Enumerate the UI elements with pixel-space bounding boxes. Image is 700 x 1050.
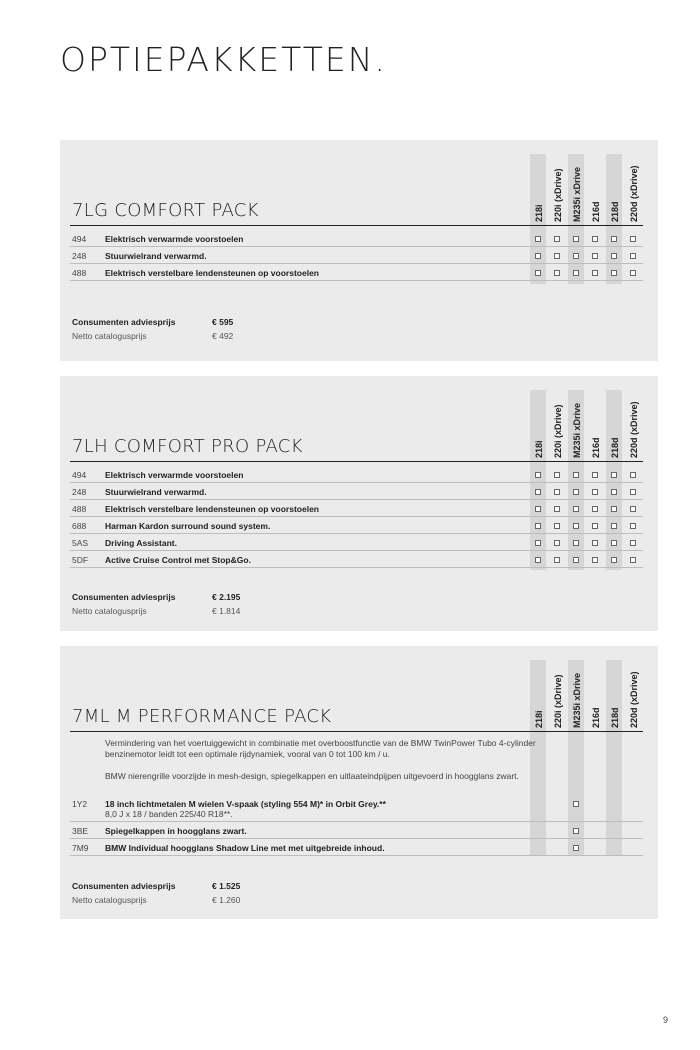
pack-title: 7ML M PERFORMANCE PACK xyxy=(72,706,332,727)
availability-checkbox xyxy=(554,472,560,478)
divider xyxy=(70,225,643,226)
option-code: 494 xyxy=(72,470,87,480)
option-code: 3BE xyxy=(72,826,89,836)
consumer-price-label: Consumenten adviesprijs xyxy=(72,881,176,891)
availability-checkbox xyxy=(573,489,579,495)
availability-checkbox xyxy=(611,523,617,529)
availability-checkbox xyxy=(554,506,560,512)
availability-checkbox xyxy=(611,557,617,563)
option-code: 1Y2 xyxy=(72,799,88,809)
column-header-216d: 216d xyxy=(591,437,601,458)
net-price-label: Netto catalogusprijs xyxy=(72,895,147,905)
availability-checkbox xyxy=(535,557,541,563)
column-header-220d: 220d (xDrive) xyxy=(629,401,639,458)
option-code: 248 xyxy=(72,251,87,261)
consumer-price: € 595 xyxy=(212,317,234,327)
option-code: 488 xyxy=(72,504,87,514)
column-header-218i: 218i xyxy=(534,440,544,458)
column-header-216d: 216d xyxy=(591,201,601,222)
option-description: Active Cruise Control met Stop&Go. xyxy=(105,555,251,565)
option-detail: 8,0 J x 18 / banden 225/40 R18**. xyxy=(105,809,233,819)
availability-checkbox xyxy=(554,523,560,529)
availability-checkbox xyxy=(535,236,541,242)
availability-checkbox xyxy=(573,236,579,242)
availability-checkbox xyxy=(630,253,636,259)
availability-checkbox xyxy=(592,472,598,478)
column-header-220d: 220d (xDrive) xyxy=(629,671,639,728)
availability-checkbox xyxy=(611,236,617,242)
option-code: 494 xyxy=(72,234,87,244)
column-header-220i: 220i (xDrive) xyxy=(553,674,563,728)
availability-checkbox xyxy=(592,523,598,529)
availability-checkbox xyxy=(630,489,636,495)
availability-checkbox xyxy=(611,489,617,495)
column-header-216d: 216d xyxy=(591,707,601,728)
column-header-m235i: M235i xDrive xyxy=(572,166,582,222)
availability-checkbox xyxy=(630,270,636,276)
option-description: Elektrisch verstelbare lendensteunen op voorstoelen xyxy=(105,504,319,514)
table-row xyxy=(70,839,643,856)
option-description: Stuurwielrand verwarmd. xyxy=(105,251,207,261)
option-description: Spiegelkappen in hoogglans zwart. xyxy=(105,826,247,836)
availability-checkbox xyxy=(592,489,598,495)
pack-7lg-comfort xyxy=(60,140,658,361)
column-header-218d: 218d xyxy=(610,437,620,458)
consumer-price-label: Consumenten adviesprijs xyxy=(72,592,176,602)
availability-checkbox xyxy=(573,506,579,512)
availability-checkbox xyxy=(592,557,598,563)
availability-checkbox xyxy=(535,540,541,546)
net-price-label: Netto catalogusprijs xyxy=(72,331,147,341)
availability-checkbox xyxy=(611,506,617,512)
option-code: 7M9 xyxy=(72,843,89,853)
availability-checkbox xyxy=(535,270,541,276)
pack-intro-paragraph: BMW nierengrille voorzijde in mesh-design, spiegelkappen en uitlaateindpijpen uitgevoerd in hoogglans zwart. xyxy=(105,771,519,781)
availability-checkbox xyxy=(554,236,560,242)
option-description: Driving Assistant. xyxy=(105,538,177,548)
availability-checkbox xyxy=(592,270,598,276)
availability-checkbox xyxy=(611,253,617,259)
column-header-220i: 220i (xDrive) xyxy=(553,168,563,222)
availability-checkbox xyxy=(573,801,579,807)
option-code: 5AS xyxy=(72,538,89,548)
option-description: 18 inch lichtmetalen M wielen V-spaak (styling 554 M)* in Orbit Grey.** xyxy=(105,799,386,809)
option-code: 488 xyxy=(72,268,87,278)
availability-checkbox xyxy=(592,253,598,259)
availability-checkbox xyxy=(592,506,598,512)
availability-checkbox xyxy=(554,253,560,259)
availability-checkbox xyxy=(592,540,598,546)
column-header-218i: 218i xyxy=(534,710,544,728)
pack-title: 7LH COMFORT PRO PACK xyxy=(72,436,303,457)
availability-checkbox xyxy=(592,236,598,242)
net-price-label: Netto catalogusprijs xyxy=(72,606,147,616)
column-header-220d: 220d (xDrive) xyxy=(629,165,639,222)
consumer-price: € 1.525 xyxy=(212,881,241,891)
option-description: Elektrisch verwarmde voorstoelen xyxy=(105,234,244,244)
column-header-m235i: M235i xDrive xyxy=(572,402,582,458)
availability-checkbox xyxy=(573,523,579,529)
net-price: € 1.814 xyxy=(212,606,241,616)
consumer-price: € 2.195 xyxy=(212,592,241,602)
availability-checkbox xyxy=(535,253,541,259)
net-price: € 492 xyxy=(212,331,234,341)
availability-checkbox xyxy=(573,828,579,834)
table-row xyxy=(70,822,643,839)
availability-checkbox xyxy=(535,506,541,512)
table-row xyxy=(70,795,643,822)
availability-checkbox xyxy=(573,557,579,563)
page-number: 9 xyxy=(662,1015,668,1025)
availability-checkbox xyxy=(573,845,579,851)
column-header-220i: 220i (xDrive) xyxy=(553,404,563,458)
availability-checkbox xyxy=(573,270,579,276)
option-code: 5DF xyxy=(72,555,89,565)
option-description: BMW Individual hoogglans Shadow Line met met uitgebreide inhoud. xyxy=(105,843,385,853)
option-description: Stuurwielrand verwarmd. xyxy=(105,487,207,497)
option-code: 688 xyxy=(72,521,87,531)
page-title: OPTIEPAKKETTEN. xyxy=(60,40,387,79)
availability-checkbox xyxy=(554,270,560,276)
pack-intro-paragraph: Vermindering van het voertuiggewicht in combinatie met overboostfunctie van de BMW TwinPower Tubo 4-cylinder benzinemotor leidt tot een optimale rijdynamiek, vooral van 0 tot 100 km / u. xyxy=(105,738,536,759)
divider xyxy=(70,461,643,462)
availability-checkbox xyxy=(535,523,541,529)
availability-checkbox xyxy=(611,270,617,276)
net-price: € 1.260 xyxy=(212,895,241,905)
pack-7lh-comfort-pro xyxy=(60,376,658,631)
consumer-price-label: Consumenten adviesprijs xyxy=(72,317,176,327)
availability-checkbox xyxy=(535,489,541,495)
column-header-m235i: M235i xDrive xyxy=(572,672,582,728)
availability-checkbox xyxy=(630,540,636,546)
availability-checkbox xyxy=(630,557,636,563)
availability-checkbox xyxy=(630,472,636,478)
availability-checkbox xyxy=(554,489,560,495)
availability-checkbox xyxy=(554,557,560,563)
availability-checkbox xyxy=(573,540,579,546)
option-code: 248 xyxy=(72,487,87,497)
column-header-218d: 218d xyxy=(610,707,620,728)
pack-title: 7LG COMFORT PACK xyxy=(72,200,259,221)
option-description: Elektrisch verwarmde voorstoelen xyxy=(105,470,244,480)
availability-checkbox xyxy=(573,472,579,478)
availability-checkbox xyxy=(573,253,579,259)
availability-checkbox xyxy=(554,540,560,546)
option-description: Elektrisch verstelbare lendensteunen op voorstoelen xyxy=(105,268,319,278)
availability-checkbox xyxy=(630,523,636,529)
availability-checkbox xyxy=(611,472,617,478)
column-header-218d: 218d xyxy=(610,201,620,222)
availability-checkbox xyxy=(535,472,541,478)
availability-checkbox xyxy=(630,236,636,242)
column-header-218i: 218i xyxy=(534,204,544,222)
divider xyxy=(70,731,643,732)
availability-checkbox xyxy=(611,540,617,546)
option-description: Harman Kardon surround sound system. xyxy=(105,521,271,531)
availability-checkbox xyxy=(630,506,636,512)
pack-7ml-m-performance xyxy=(60,646,658,919)
